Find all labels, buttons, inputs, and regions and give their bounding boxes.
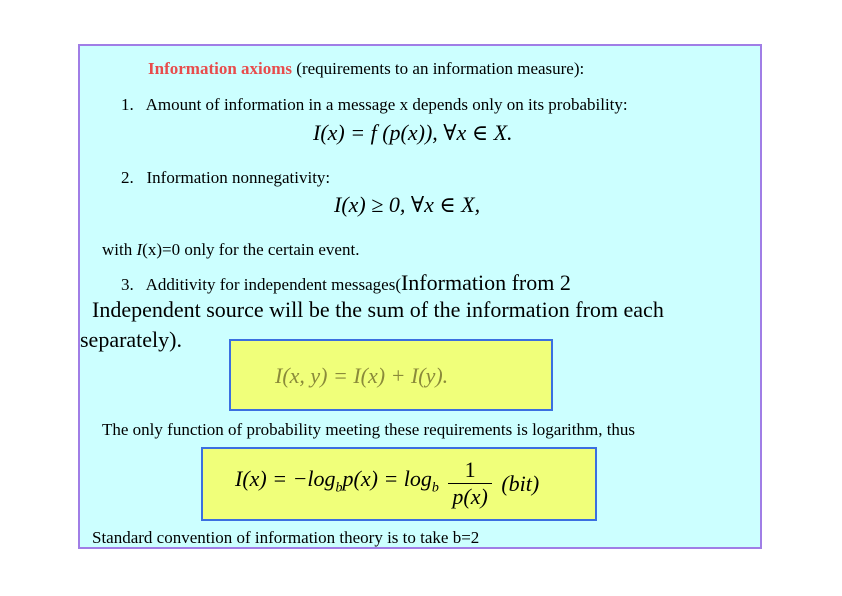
conclusion-text: The only function of probability meeting these requirements is logarithm, thus xyxy=(102,420,636,439)
slide-frame xyxy=(78,44,762,549)
formula-2: I(x) ≥ 0, ∀x ∈ X, xyxy=(334,192,481,217)
heading-subtitle: (requirements to an information measure): xyxy=(296,59,585,78)
additivity-formula-box xyxy=(229,339,553,411)
list-item-2 xyxy=(121,168,330,188)
item-3-text: Additivity for independent messages( xyxy=(145,275,401,294)
item-3-text-large-2: Independent source will be the sum of the information from each xyxy=(92,297,664,322)
item-1-text: Amount of information in a message x depends only on its probability: xyxy=(145,95,628,114)
heading xyxy=(148,59,584,79)
main-formula-box xyxy=(201,447,597,521)
item-1-number: 1. xyxy=(121,95,134,114)
item-2-number: 2. xyxy=(121,168,134,187)
item-2-text: Information nonnegativity: xyxy=(146,168,331,187)
item-2-note: with I(x)=0 only for the certain event. xyxy=(102,240,360,259)
formula-3: I(x, y) = I(x) + I(y). xyxy=(275,363,449,388)
item-3-text-large-1: Information from 2 xyxy=(400,270,571,295)
item-3-number: 3. xyxy=(121,275,134,294)
fraction: $\frac{1}{p(x)}$ xyxy=(448,457,491,510)
item-3-text-large-3: separately). xyxy=(80,327,182,352)
heading-title: Information axioms xyxy=(148,59,293,78)
footer-text: Standard convention of information theory is to take b=2 xyxy=(92,528,480,547)
list-item-3 xyxy=(121,270,571,296)
main-formula: $I(x) = -\log_bp(x) = \log_b$ $\frac{1}{p(x)}$ (bit) xyxy=(235,457,540,509)
formula-1: I(x) = f (p(x)), ∀x ∈ X. xyxy=(313,120,513,145)
list-item-1 xyxy=(121,95,628,115)
